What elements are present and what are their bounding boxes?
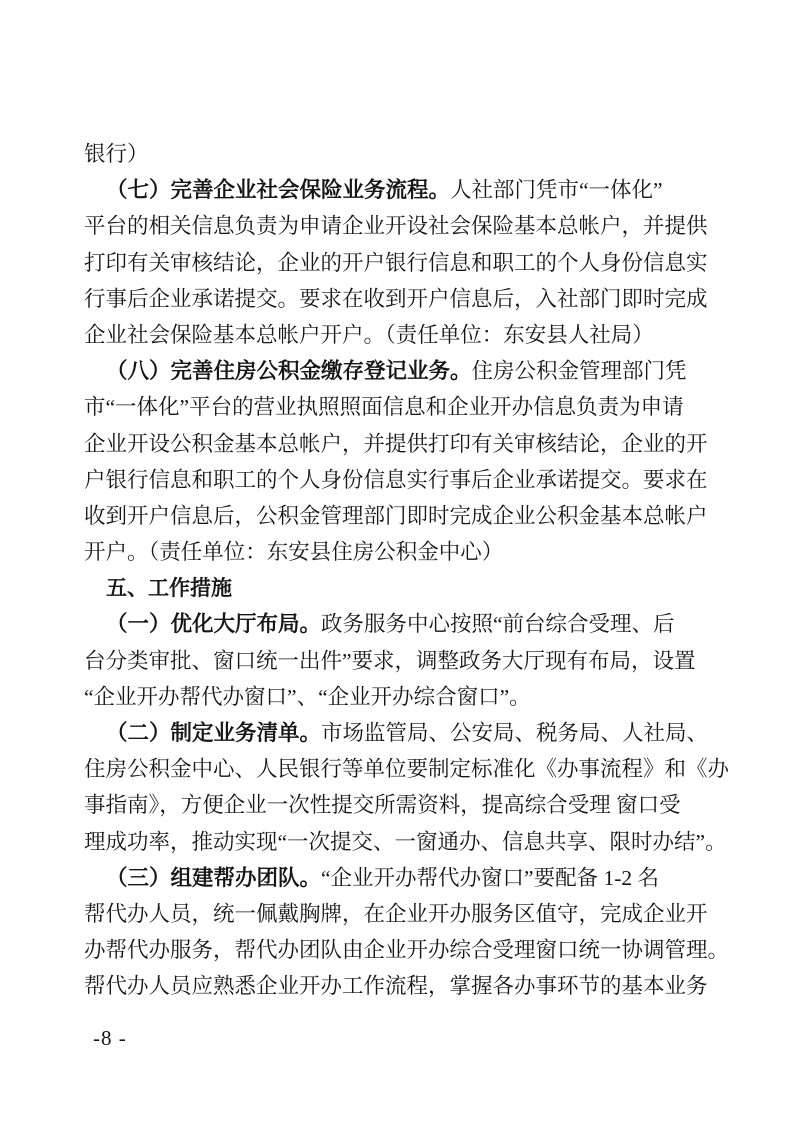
paragraph-heading: （一）优化大厅布局。 bbox=[106, 612, 322, 637]
paragraph-heading: （三）组建帮办团队。 bbox=[106, 865, 322, 890]
body-text-segment: 开户。（责任单位：东安县住房公积金中心） bbox=[84, 540, 504, 565]
body-text-segment: 户银行信息和职工的个人身份信息实行事后企业承诺提交。要求在 bbox=[84, 467, 708, 492]
text-line bbox=[84, 968, 713, 1004]
text-line bbox=[84, 751, 730, 787]
text-line bbox=[84, 679, 713, 715]
text-line bbox=[84, 353, 713, 389]
text-line bbox=[84, 606, 713, 642]
body-text-segment: 住房公积金管理部门凭 bbox=[471, 359, 687, 384]
text-line bbox=[84, 715, 713, 751]
text-line bbox=[84, 281, 713, 317]
text-line bbox=[84, 498, 713, 534]
text-line bbox=[84, 245, 713, 281]
body-text-segment: 平台的相关信息负责为申请企业开设社会保险基本总帐户，并提供 bbox=[84, 214, 708, 239]
text-line bbox=[84, 860, 713, 896]
body-text-segment: 台分类审批、窗口统一出件”要求，调整政务大厅现有布局，设置 bbox=[84, 648, 696, 673]
text-line bbox=[84, 462, 713, 498]
paragraph-heading: （八）完善住房公积金缴存登记业务。 bbox=[106, 359, 472, 384]
body-text-segment: “企业开办帮代办窗口”要配备 1-2 名 bbox=[321, 865, 660, 890]
text-line bbox=[84, 824, 727, 860]
body-text-segment: 企业开设公积金基本总帐户，并提供打印有关审核结论，企业的开 bbox=[84, 431, 708, 456]
paragraph-heading: （二）制定业务清单。 bbox=[106, 721, 322, 745]
text-line bbox=[84, 643, 713, 679]
body-text-segment: 市“一体化”平台的营业执照照面信息和企业开办信息负责为申请 bbox=[84, 395, 684, 420]
section-heading: 五、工作措施 bbox=[106, 577, 232, 601]
body-text-segment: 办帮代办服务，帮代办团队由企业开办综合受理窗口统一协调管理。 bbox=[84, 938, 730, 963]
text-line bbox=[84, 896, 713, 932]
text-line bbox=[84, 172, 713, 208]
text-line bbox=[84, 534, 713, 570]
body-text-segment: 打印有关审核结论，企业的开户银行信息和职工的个人身份信息实 bbox=[84, 250, 708, 275]
body-text-segment: “企业开办帮代办窗口”、“企业开办综合窗口”。 bbox=[84, 684, 531, 709]
text-line bbox=[84, 570, 713, 606]
body-text-segment: 企业社会保险基本总帐户开户。（责任单位：东安县人社局） bbox=[84, 322, 654, 347]
text-line bbox=[84, 317, 713, 353]
body-text-segment: 市场监管局、公安局、税务局、人社局、 bbox=[321, 721, 709, 745]
body-text-segment: 帮代办人员应熟悉企业开办工作流程，掌握各办事环节的基本业务 bbox=[84, 974, 708, 999]
body-text-segment: 行事后企业承诺提交。要求在收到开户信息后，入社部门即时完成 bbox=[84, 286, 708, 311]
body-text-segment: 理成功率，推动实现“一次提交、一窗通办、信息共享、限时办结”。 bbox=[84, 829, 727, 854]
text-line bbox=[84, 389, 713, 425]
document-body bbox=[84, 136, 730, 1005]
text-line bbox=[84, 932, 730, 968]
page-number: -8 - bbox=[93, 1026, 127, 1050]
text-line bbox=[84, 136, 713, 172]
body-text-segment: 事指南》，方便企业一次性提交所需资料，提高综合受理 窗口受 bbox=[84, 793, 681, 818]
body-text-segment: 人社部门凭市“一体化” bbox=[450, 178, 663, 203]
body-text-segment: 银行） bbox=[84, 142, 149, 166]
text-line bbox=[84, 426, 713, 462]
text-line bbox=[84, 208, 713, 244]
body-text-segment: 住房公积金中心、人民银行等单位要制定标准化《办事流程》和《办 bbox=[84, 757, 730, 782]
text-line bbox=[84, 787, 713, 823]
paragraph-heading: （七）完善企业社会保险业务流程。 bbox=[106, 178, 451, 203]
body-text-segment: 收到开户信息后，公积金管理部门即时完成企业公积金基本总帐户 bbox=[84, 503, 708, 528]
body-text-segment: 政务服务中心按照“前台综合受理、后 bbox=[321, 612, 675, 637]
body-text-segment: 帮代办人员，统一佩戴胸牌，在企业开办服务区值守，完成企业开 bbox=[84, 901, 708, 926]
